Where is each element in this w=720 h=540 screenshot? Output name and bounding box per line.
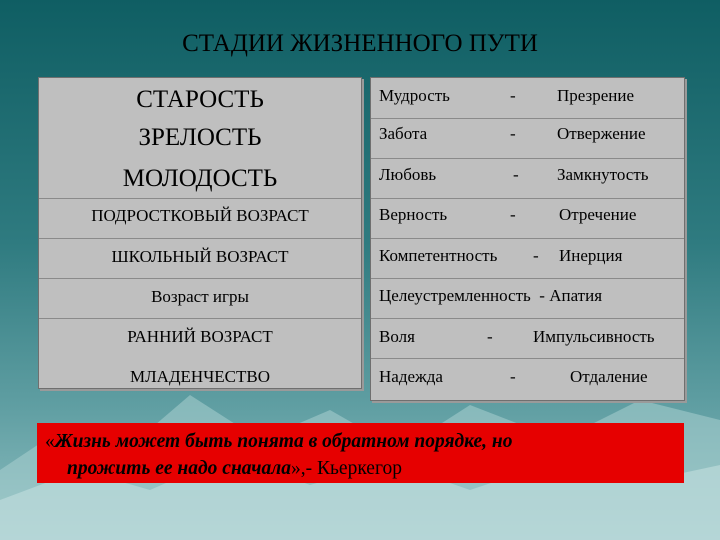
virtue-strength: Воля bbox=[379, 327, 415, 346]
virtue-strength: Компетентность bbox=[379, 246, 498, 265]
row-divider bbox=[371, 158, 684, 159]
virtue-strength: Забота bbox=[379, 124, 428, 143]
virtue-separator: - bbox=[510, 86, 516, 105]
page-title: СТАДИИ ЖИЗНЕННОГО ПУТИ bbox=[182, 30, 538, 57]
stages-panel bbox=[38, 77, 362, 389]
virtue-weakness: Импульсивность bbox=[533, 327, 655, 346]
quote-italic-line-1: Жизнь может быть понята в обратном порядке, но bbox=[54, 431, 513, 452]
virtue-weakness: Замкнутость bbox=[557, 165, 649, 184]
virtue-separator: - bbox=[487, 327, 493, 346]
row-divider bbox=[39, 238, 361, 239]
stage-maturity: ЗРЕЛОСТЬ bbox=[138, 124, 262, 151]
stage-infancy: МЛАДЕНЧЕСТВО bbox=[130, 367, 270, 386]
row-divider bbox=[371, 118, 684, 119]
stage-school-age: ШКОЛЬНЫЙ ВОЗРАСТ bbox=[111, 247, 289, 266]
quote-open-mark: « bbox=[45, 431, 55, 452]
stage-youth: МОЛОДОСТЬ bbox=[122, 165, 278, 192]
row-divider bbox=[39, 318, 361, 319]
virtue-strength: Надежда bbox=[379, 367, 443, 386]
virtue-strength: Мудрость bbox=[379, 86, 450, 105]
virtue-weakness: Отдаление bbox=[570, 367, 648, 386]
virtue-full-row: Целеустремленность - Апатия bbox=[379, 286, 603, 305]
virtue-weakness: Презрение bbox=[557, 86, 635, 105]
row-divider bbox=[39, 278, 361, 279]
virtue-weakness: Отречение bbox=[559, 205, 637, 224]
row-divider bbox=[39, 198, 361, 199]
quote-author: »,- Кьеркегор bbox=[291, 458, 402, 479]
stage-play-age: Возраст игры bbox=[151, 287, 249, 306]
row-divider bbox=[371, 358, 684, 359]
virtue-separator: - bbox=[510, 205, 516, 224]
stage-adolescence: ПОДРОСТКОВЫЙ ВОЗРАСТ bbox=[91, 206, 309, 225]
quote-text bbox=[45, 428, 675, 482]
quote-box bbox=[37, 423, 684, 483]
quote-italic-line-2: прожить ее надо сначала bbox=[67, 458, 292, 479]
stage-early-childhood: РАННИЙ ВОЗРАСТ bbox=[127, 327, 273, 346]
virtue-separator: - bbox=[513, 165, 519, 184]
virtues-panel bbox=[370, 77, 685, 401]
virtue-strength: Верность bbox=[379, 205, 448, 224]
virtue-separator: - bbox=[510, 367, 516, 386]
virtue-weakness: Отвержение bbox=[557, 124, 646, 143]
virtue-separator: - bbox=[510, 124, 516, 143]
stage-old-age: СТАРОСТЬ bbox=[136, 86, 264, 113]
row-divider bbox=[371, 238, 684, 239]
row-divider bbox=[371, 318, 684, 319]
row-divider bbox=[371, 198, 684, 199]
row-divider bbox=[371, 278, 684, 279]
virtue-weakness: Инерция bbox=[559, 246, 623, 265]
virtue-separator: - bbox=[533, 246, 539, 265]
virtue-strength: Любовь bbox=[379, 165, 437, 184]
